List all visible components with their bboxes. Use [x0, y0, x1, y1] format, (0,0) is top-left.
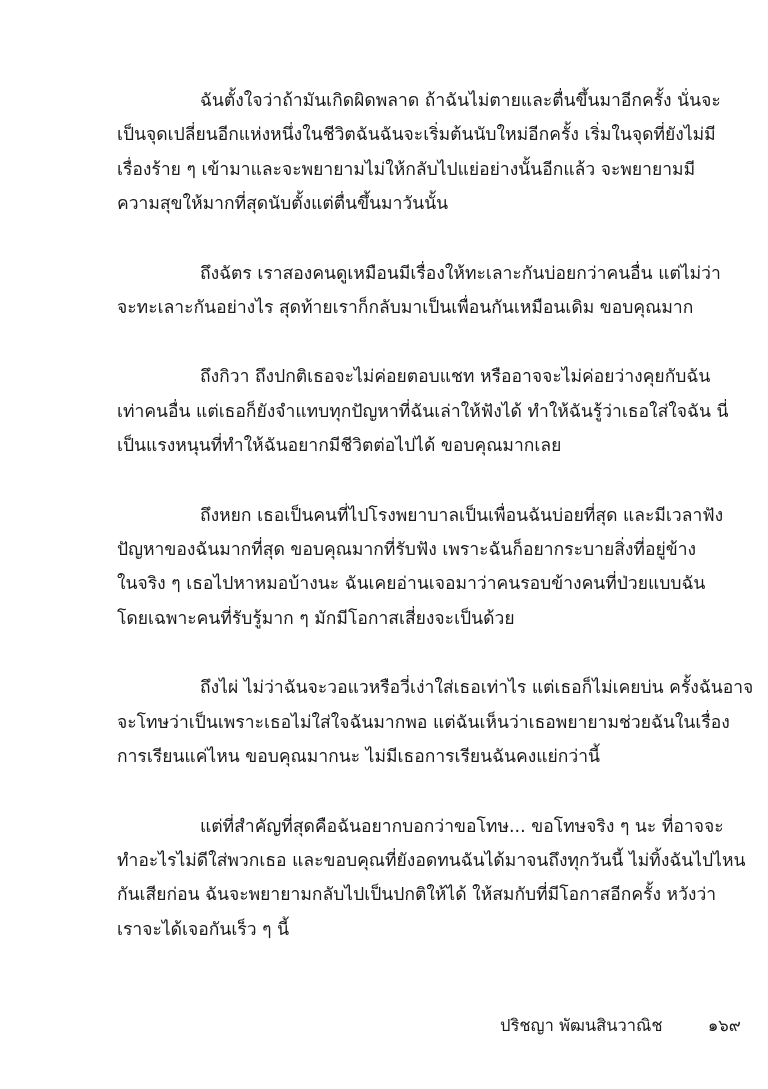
paragraph-line: จะโทษว่าเป็นเพราะเธอไม่ใส่ใจฉันมากพอ แต่ฉันเห็นว่าเธอพยายามช่วยฉันในเรื่อง [117, 712, 730, 733]
paragraph-1 [117, 84, 721, 222]
paragraph-line: ถึงไผ่ ไม่ว่าฉันจะวอแวหรือวี่เง่าใส่เธอเท่าไร แต่เธอก็ไม่เคยบ่น ครั้งฉันอาจ [200, 678, 754, 699]
author-name: ปริชญา พัฒนสินวาณิช [500, 1016, 663, 1035]
paragraph-line: ถึงฉัตร เราสองคนดูเหมือนมีเรื่องให้ทะเลาะกันบ่อยกว่าคนอื่น แต่ไม่ว่า [200, 263, 721, 284]
paragraph-line: จะทะเลาะกันอย่างไร สุดท้ายเราก็กลับมาเป็นเพื่อนกันเหมือนเดิม ขอบคุณมาก [117, 298, 694, 319]
paragraph-line: ความสุขให้มากที่สุดนับตั้งแต่ตื่นขึ้นมาวันนั้น [117, 194, 449, 215]
page-footer [500, 1014, 741, 1038]
paragraph-line: ปัญหาของฉันมากที่สุด ขอบคุณมากที่รับฟัง เพราะฉันก็อยากระบายสิ่งที่อยู่ข้าง [117, 540, 697, 561]
body-text [117, 84, 754, 982]
paragraph-4 [117, 499, 724, 637]
paragraph-line: ถึงหยก เธอเป็นคนที่ไปโรงพยาบาลเป็นเพื่อนฉันบ่อยที่สุด และมีเวลาฟัง [200, 505, 724, 526]
paragraph-6 [117, 810, 746, 948]
page-number: ๑๖๙ [707, 1016, 741, 1035]
paragraph-line: เท่าคนอื่น แต่เธอก็ยังจำแทบทุกปัญหาที่ฉันเล่าให้ฟังได้ ทำให้ฉันรู้ว่าเธอใส่ใจฉัน นี่ [117, 401, 729, 422]
paragraph-line: ในจริง ๆ เธอไปหาหมอบ้างนะ ฉันเคยอ่านเจอมาว่าคนรอบข้างคนที่ป่วยแบบฉัน [117, 574, 706, 595]
paragraph-line: ฉันตั้งใจว่าถ้ามันเกิดผิดพลาด ถ้าฉันไม่ตายและตื่นขึ้นมาอีกครั้ง นั่นจะ [200, 91, 721, 111]
paragraph-line: โดยเฉพาะคนที่รับรู้มาก ๆ มักมีโอกาสเสี่ยงจะเป็นด้วย [117, 608, 515, 629]
paragraph-line: การเรียนแค่ไหน ขอบคุณมากนะ ไม่มีเธอการเรียนฉันคงแย่กว่านี้ [117, 747, 601, 768]
paragraph-5 [117, 671, 754, 774]
paragraph-line: ถึงกิวา ถึงปกติเธอจะไม่ค่อยตอบแชท หรืออาจจะไม่ค่อยว่างคุยกับฉัน [200, 367, 711, 388]
paragraph-line: เรื่องร้าย ๆ เข้ามาและจะพยายามไม่ให้กลับไปแย่อย่างนั้นอีกแล้ว จะพยายามมี [117, 159, 696, 180]
paragraph-line: แต่ที่สำคัญที่สุดคือฉันอยากบอกว่าขอโทษ... ขอโทษจริง ๆ นะ ที่อาจจะ [200, 816, 724, 837]
paragraph-3 [117, 360, 729, 463]
paragraph-2 [117, 257, 721, 326]
paragraph-line: เป็นแรงหนุนที่ทำให้ฉันอยากมีชีวิตต่อไปได้ ขอบคุณมากเลย [117, 436, 562, 457]
paragraph-line: ทำอะไรไม่ดีใส่พวกเธอ และขอบคุณที่ยังอดทนฉันได้มาจนถึงทุกวันนี้ ไม่ทิ้งฉันไปไหน [117, 850, 746, 871]
paragraph-line: กันเสียก่อน ฉันจะพยายามกลับไปเป็นปกติให้ได้ ให้สมกับที่มีโอกาสอีกครั้ง หวังว่า [117, 885, 717, 906]
paragraph-line: เป็นจุดเปลี่ยนอีกแห่งหนึ่งในชีวิตฉันฉันจะเริ่มต้นนับใหม่อีกครั้ง เริ่มในจุดที่ยังไม่มี [117, 125, 716, 146]
paragraph-line: เราจะได้เจอกันเร็ว ๆ นี้ [117, 919, 290, 940]
